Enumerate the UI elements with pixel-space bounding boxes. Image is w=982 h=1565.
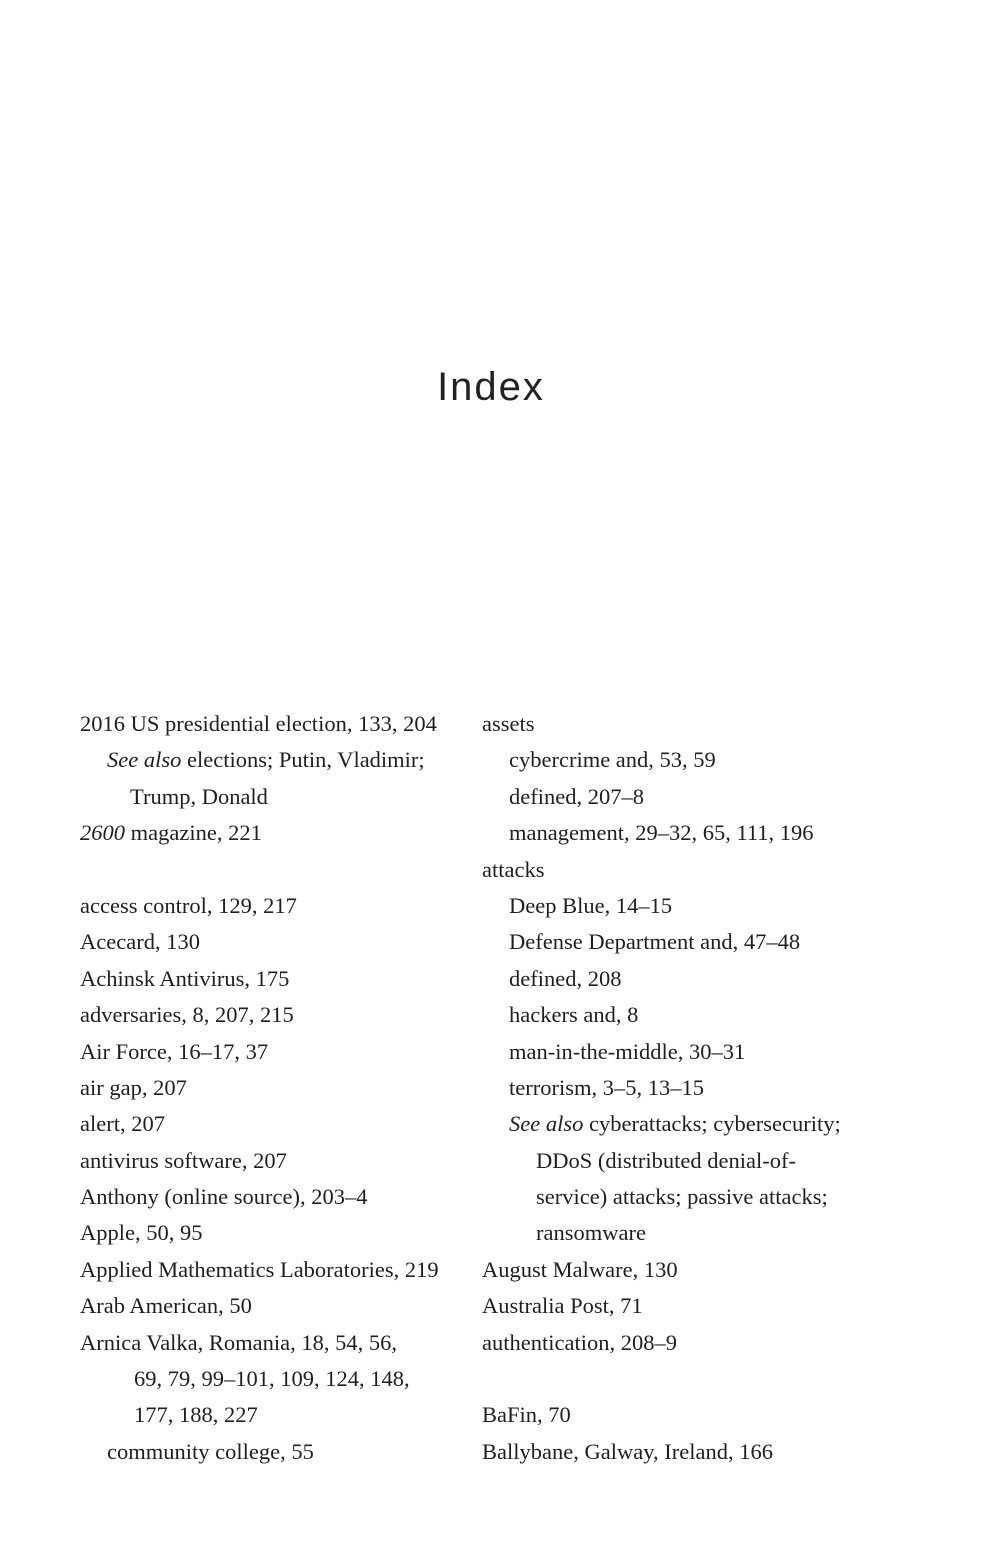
index-entry-continued: 69, 79, 99–101, 109, 124, 148,: [134, 1366, 410, 1392]
entry-italic-term: 2600: [80, 820, 125, 846]
index-subentry: defined, 208: [509, 965, 622, 991]
index-subentry: terrorism, 3–5, 13–15: [509, 1074, 704, 1100]
index-entry: access control, 129, 217: [80, 892, 297, 918]
index-entry-continued: 177, 188, 227: [134, 1402, 258, 1428]
cross-reference-text: elections; Putin, Vladimir;: [181, 747, 425, 773]
index-entry: assets: [482, 711, 535, 736]
index-entry: Arnica Valka, Romania, 18, 54, 56,: [80, 1329, 398, 1355]
index-entry: adversaries, 8, 207, 215: [80, 1002, 294, 1028]
index-subentry: man-in-the-middle, 30–31: [509, 1038, 746, 1064]
page-title: Index: [437, 365, 545, 409]
index-cross-reference: [80, 742, 480, 778]
index-subentry: community college, 55: [107, 1438, 314, 1464]
index-column-right: [482, 706, 902, 1470]
see-also-label: See also: [509, 1111, 584, 1137]
index-entry: Applied Mathematics Laboratories, 219: [80, 1256, 439, 1282]
index-subentry: Defense Department and, 47–48: [509, 929, 801, 955]
entry-text: magazine, 221: [125, 820, 262, 846]
index-entry: Air Force, 16–17, 37: [80, 1038, 269, 1064]
index-entry: Apple, 50, 95: [80, 1220, 203, 1246]
index-entry: attacks: [482, 856, 545, 882]
index-entry: August Malware, 130: [482, 1256, 678, 1282]
index-entry: Ballybane, Galway, Ireland, 166: [482, 1438, 773, 1464]
section-gap: [80, 852, 480, 888]
index-entry: 2016 US presidential election, 133, 204: [80, 711, 437, 736]
index-entry: [80, 815, 480, 851]
index-subentry: management, 29–32, 65, 111, 196: [509, 820, 814, 846]
index-column-left: [80, 706, 480, 1470]
index-entry: Australia Post, 71: [482, 1293, 643, 1319]
index-subentry: cybercrime and, 53, 59: [509, 747, 716, 773]
index-entry: BaFin, 70: [482, 1402, 571, 1428]
cross-reference-text: cyberattacks; cybersecurity;: [583, 1111, 841, 1137]
index-entry: alert, 207: [80, 1111, 165, 1137]
index-entry: Acecard, 130: [80, 929, 200, 955]
index-cross-reference-continued: Trump, Donald: [130, 783, 268, 809]
index-cross-reference-continued: ransomware: [536, 1220, 646, 1246]
index-cross-reference-continued: service) attacks; passive attacks;: [536, 1184, 828, 1210]
index-entry: antivirus software, 207: [80, 1147, 287, 1173]
see-also-label: See also: [107, 747, 182, 773]
index-subentry: Deep Blue, 14–15: [509, 892, 673, 918]
index-entry: Achinsk Antivirus, 175: [80, 965, 290, 991]
index-subentry: hackers and, 8: [509, 1002, 639, 1028]
index-entry: authentication, 208–9: [482, 1329, 677, 1355]
index-cross-reference-continued: DDoS (distributed denial-of-: [536, 1147, 796, 1173]
index-entry: Anthony (online source), 203–4: [80, 1184, 368, 1210]
index-cross-reference: [482, 1106, 902, 1142]
index-entry: Arab American, 50: [80, 1293, 252, 1319]
section-gap: [482, 1361, 902, 1397]
index-subentry: defined, 207–8: [509, 783, 644, 809]
index-entry: air gap, 207: [80, 1074, 187, 1100]
